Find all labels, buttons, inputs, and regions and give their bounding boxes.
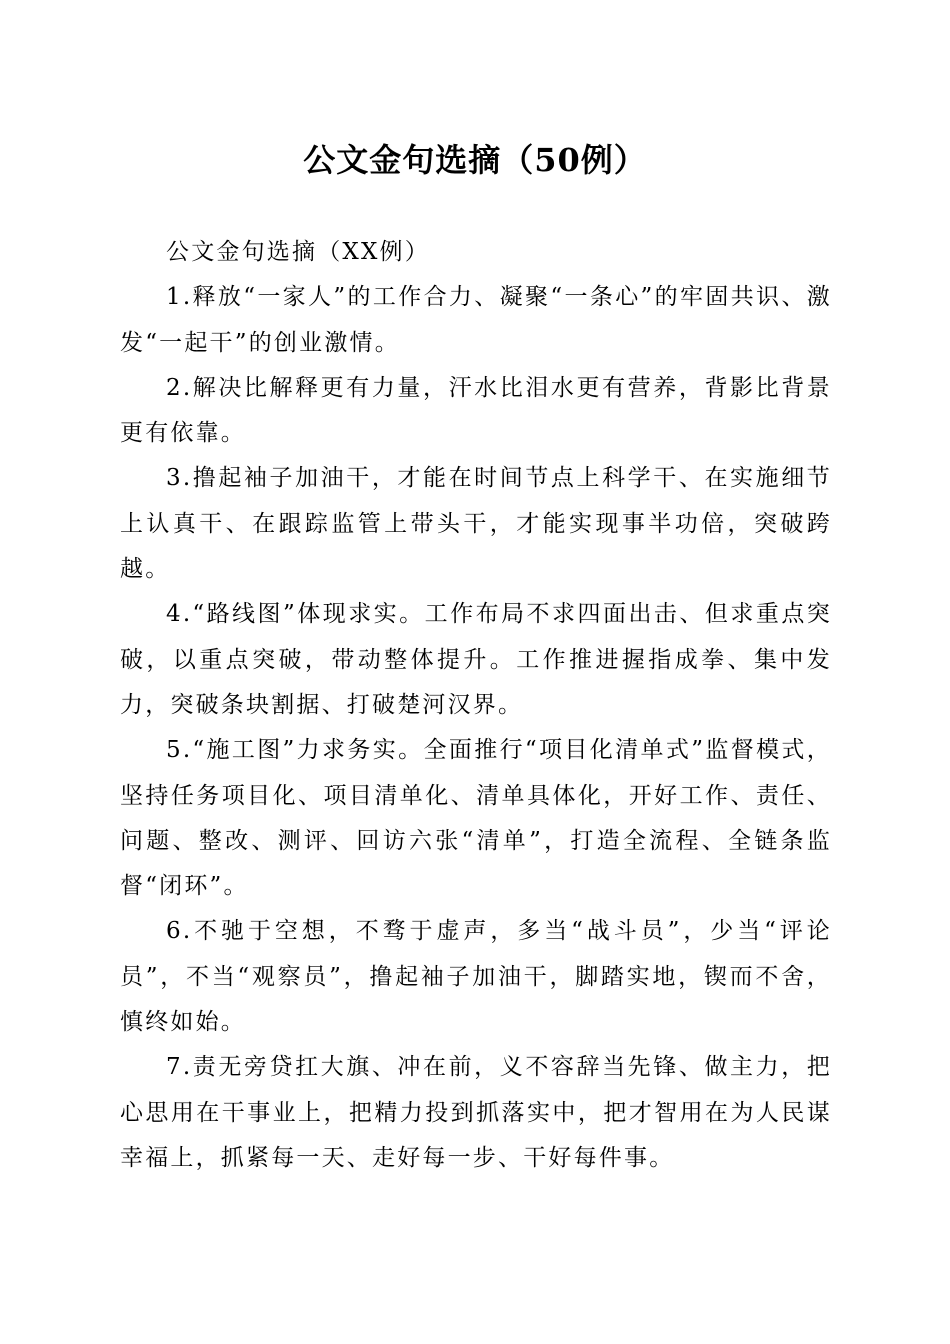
document-body (120, 230, 832, 1181)
quote-paragraph-1: 1.释放“一家人”的工作合力、凝聚“一条心”的牢固共识、激发“一起干”的创业激情。 (120, 284, 832, 356)
quote-paragraph-3: 3.撸起袖子加油干，才能在时间节点上科学干、在实施细节上认真干、在跟踪监管上带头干，才能实现事半功倍，突破跨越。 (120, 465, 832, 583)
subtitle-paragraph: 公文金句选摘（XX例） (166, 239, 430, 265)
quote-paragraph-5: 5.“施工图”力求务实。全面推行“项目化清单式”监督模式，坚持任务项目化、项目清单化、清单具体化，开好工作、责任、问题、整改、测评、回访六张“清单”，打造全流程、全链条监督“闭环”。 (120, 737, 832, 900)
document-title: 公文金句选摘（50例） (303, 141, 647, 179)
quote-paragraph-4: 4.“路线图”体现求实。工作布局不求四面出击、但求重点突破，以重点突破，带动整体提升。工作推进握指成拳、集中发力，突破条块割据、打破楚河汉界。 (120, 601, 832, 718)
quote-paragraph-2: 2.解决比解释更有力量，汗水比泪水更有营养，背影比背景更有依靠。 (120, 374, 832, 447)
quote-paragraph-6: 6.不驰于空想，不骛于虚声，多当“战斗员”，少当“评论员”，不当“观察员”，撸起袖子加油干，脚踏实地，锲而不舍，慎终如始。 (120, 918, 832, 1036)
quote-paragraph-7: 7.责无旁贷扛大旗、冲在前，义不容辞当先锋、做主力，把心思用在干事业上，把精力投到抓落实中，把才智用在为人民谋幸福上，抓紧每一天、走好每一步、干好每件事。 (120, 1054, 832, 1171)
